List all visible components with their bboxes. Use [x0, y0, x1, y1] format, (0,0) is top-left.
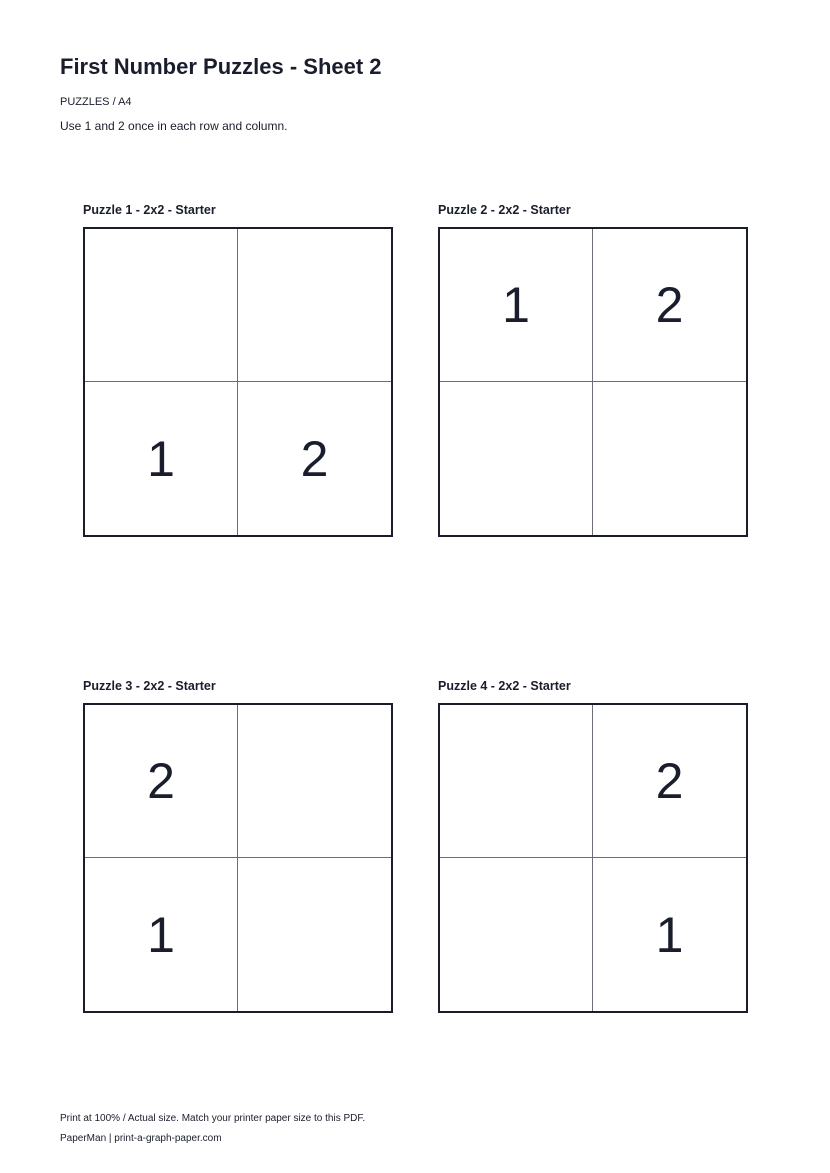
- puzzle-grid: [83, 227, 393, 537]
- puzzle-grid: [438, 703, 748, 1013]
- grid-cell[interactable]: 2: [85, 705, 238, 858]
- category-label: PUZZLES / A4: [60, 96, 132, 108]
- grid-cell[interactable]: 1: [440, 229, 593, 382]
- grid-cell[interactable]: 1: [655, 906, 684, 963]
- puzzle-title: Puzzle 3 - 2x2 - Starter: [83, 679, 216, 693]
- grid-cell[interactable]: [85, 229, 238, 382]
- puzzle-grid: [83, 703, 393, 1013]
- grid-cell[interactable]: [440, 705, 593, 858]
- grid-cell[interactable]: [238, 229, 391, 382]
- grid-cell[interactable]: [238, 705, 391, 858]
- print-note: Print at 100% / Actual size. Match your printer paper size to this PDF.: [60, 1113, 366, 1124]
- grid-cell[interactable]: 1: [85, 858, 238, 1011]
- grid-cell[interactable]: [593, 382, 746, 535]
- brand-footer: PaperMan | print-a-graph-paper.com: [60, 1133, 222, 1144]
- puzzle-title: Puzzle 1 - 2x2 - Starter: [83, 203, 216, 217]
- puzzle-grid: [438, 227, 748, 537]
- grid-cell[interactable]: [238, 858, 391, 1011]
- instructions-text: Use 1 and 2 once in each row and column.: [60, 119, 288, 133]
- grid-cell[interactable]: 2: [300, 430, 329, 487]
- grid-cell[interactable]: 2: [593, 229, 746, 382]
- puzzle-title: Puzzle 4 - 2x2 - Starter: [438, 679, 571, 693]
- page-title: First Number Puzzles - Sheet 2: [60, 54, 382, 79]
- grid-cell[interactable]: [440, 858, 593, 1011]
- grid-cell[interactable]: 1: [85, 382, 238, 535]
- grid-cell[interactable]: 2: [593, 705, 746, 858]
- grid-cell[interactable]: [440, 382, 593, 535]
- puzzle-title: Puzzle 2 - 2x2 - Starter: [438, 203, 571, 217]
